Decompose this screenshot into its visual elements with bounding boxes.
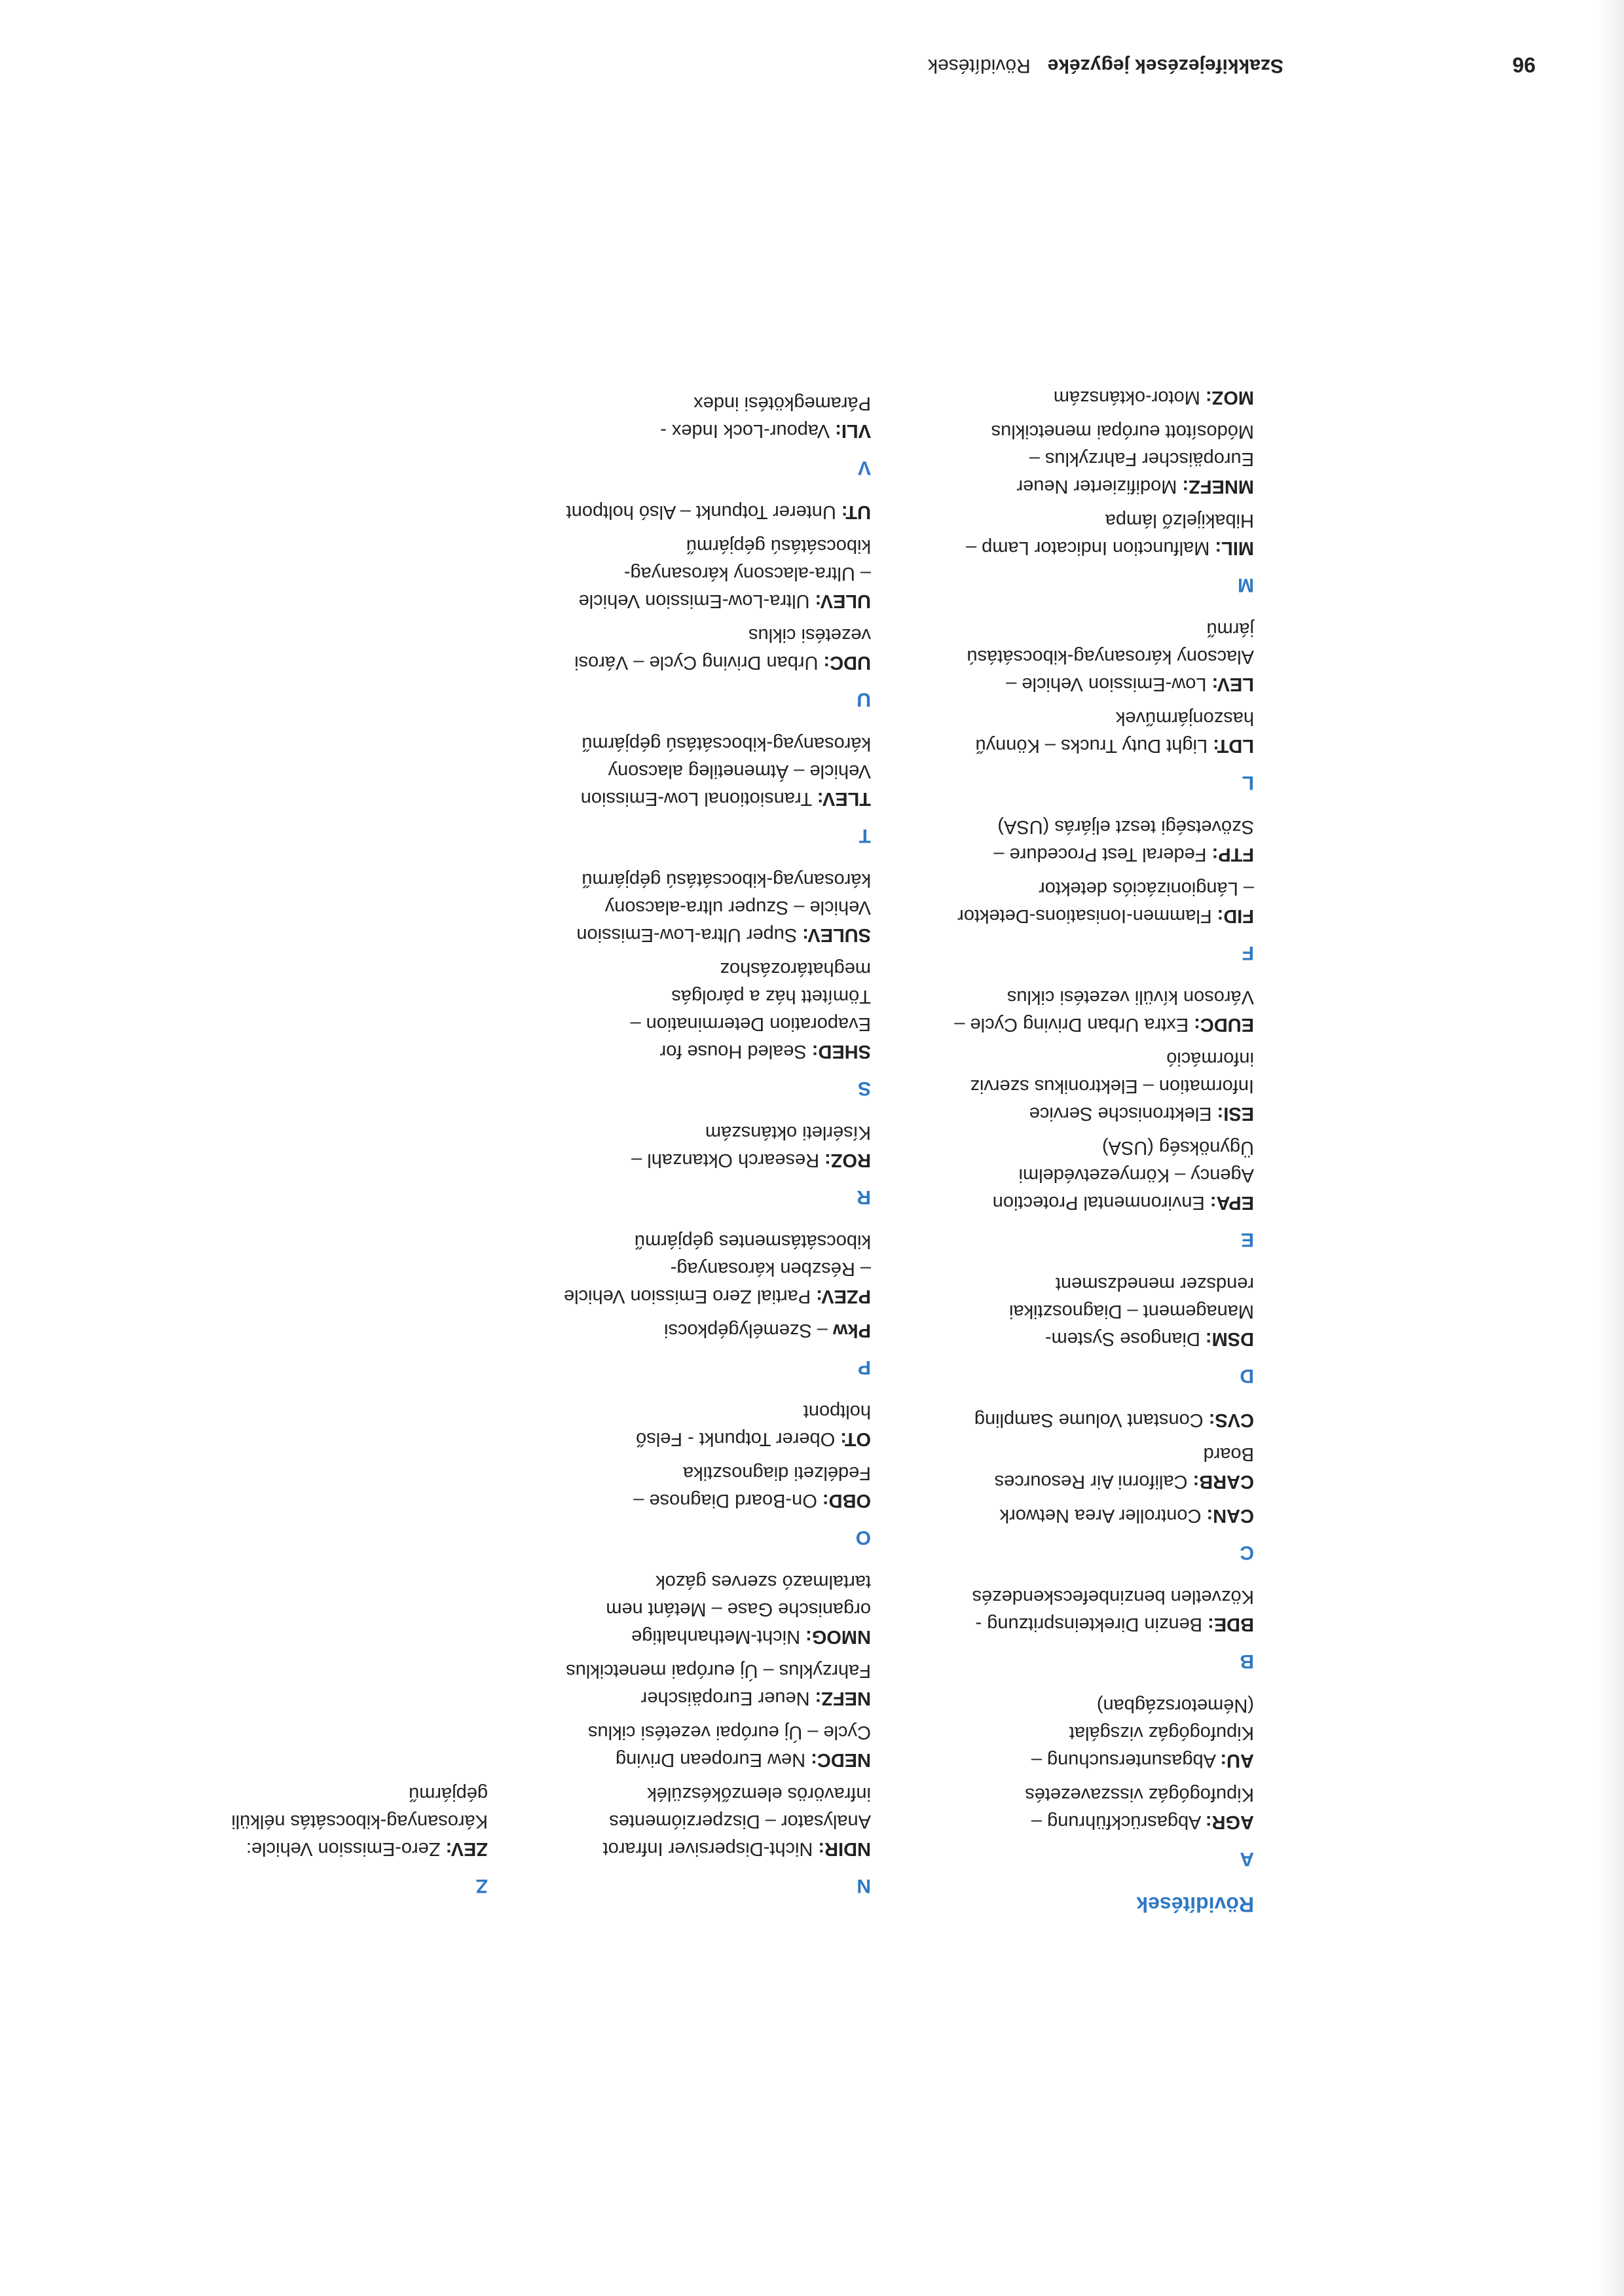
glossary-entry [946, 704, 1254, 759]
definition: Environmental Protection Agency – Környezetvédelmi Ügynökség (USA) [992, 1137, 1254, 1213]
abbreviation: FTP: [1211, 844, 1254, 865]
abbreviation: OBD: [822, 1490, 871, 1511]
letter-heading: S [857, 1078, 871, 1099]
definition: Vapour-Lock Index - Páramegkötési index [660, 393, 871, 441]
letter-heading: D [1240, 1365, 1254, 1387]
glossary-entry [946, 1134, 1254, 1216]
glossary-entry [946, 1781, 1254, 1836]
abbreviation: MNEFZ: [1182, 476, 1254, 497]
glossary-entry [563, 1119, 871, 1174]
glossary-entry [563, 866, 871, 949]
definition: Modifizierter Neuer Europäischer Fahrzyklus – Módosított európai menetciklus [991, 421, 1254, 497]
abbreviation: EPA: [1209, 1192, 1254, 1213]
glossary-entry [563, 1228, 871, 1310]
definition: Unterer Totpunkt – Alsó holtpont [566, 501, 841, 522]
definition: Motor-oktánszám [1053, 387, 1206, 408]
letter-heading: E [1240, 1229, 1254, 1250]
definition: Zero-Emission Vehicle: Károsanyag-kibocsátás nélküli gépjármű [231, 1783, 488, 1859]
page-number: 96 [1512, 53, 1536, 77]
letter-heading: F [1242, 942, 1254, 964]
abbreviation: NEFZ: [815, 1688, 871, 1709]
column-1 [946, 377, 1254, 1916]
abbreviation: ZEV: [445, 1838, 488, 1859]
glossary-entry [563, 1568, 871, 1650]
definition: Research Oktanzahl – Kísérleti oktánszám [631, 1122, 871, 1171]
running-header [928, 54, 1283, 77]
letter-heading: B [1240, 1650, 1254, 1672]
glossary-entry [946, 1583, 1254, 1638]
abbreviation: UT: [841, 501, 871, 522]
definition: Federal Test Procedure – Szövetségi teszt eljárás (USA) [993, 816, 1254, 865]
definition: Controller Area Network [999, 1505, 1207, 1526]
glossary-entry [946, 983, 1254, 1038]
definition: Sealed House for Evaporation Determination – Tömített ház a párolgás meghatározáshoz [630, 958, 871, 1062]
definition: Californi Air Resources Board [994, 1444, 1254, 1492]
letter-heading: N [857, 1875, 871, 1897]
abbreviation: MOZ: [1205, 387, 1254, 408]
header-subtitle: Rövidítések [928, 55, 1031, 77]
glossary-entry [563, 955, 871, 1065]
abbreviation: ULEV: [815, 591, 871, 611]
glossary-entry [946, 1406, 1254, 1434]
glossary-entry [946, 615, 1254, 698]
abbreviation: UDC: [823, 652, 871, 673]
glossary-entry [946, 813, 1254, 868]
abbreviation: OT: [840, 1429, 871, 1449]
glossary-entry [946, 418, 1254, 500]
abbreviation: CVS: [1208, 1410, 1254, 1430]
definition: Diangose System-Management – Diagnosztikai rendszer menedzsment [1009, 1273, 1254, 1349]
header-title: Szakkifejezések jegyzéke [1047, 55, 1283, 77]
abbreviation: LEV: [1211, 674, 1254, 695]
definition: Oberer Totpunkt - Felső holtpont [636, 1401, 871, 1449]
abbreviation: MIL: [1215, 538, 1254, 558]
definition: Nicht-Dispersiver Infrarot Analysator – Diszperziómentes infravörös elemzőkészülék [602, 1783, 871, 1859]
definition: Urban Driving Cycle – Városi vezetési ciklus [574, 625, 871, 673]
definition: Ultra-Low-Emission Vehicle – Ultra-alacsony károsanyag-kibocsátású gépjármű [578, 536, 871, 611]
glossary-entry [563, 1317, 871, 1344]
glossary-entry [180, 1780, 488, 1863]
definition: Elektronische Service Information – Elektronikus szerviz információ [970, 1048, 1254, 1124]
glossary-entry [563, 498, 871, 526]
glossary-entry [563, 1780, 871, 1863]
letter-heading: C [1240, 1542, 1254, 1563]
glossary-entry [563, 730, 871, 812]
definition: Nicht-Methanhaltige organische Gase – Metánt nem tartalmazó szerves gázok [606, 1571, 871, 1647]
definition: – Személygépkocsi [664, 1320, 833, 1341]
glossary-entry [946, 1270, 1254, 1353]
glossary-entry [946, 384, 1254, 411]
glossary-entry [563, 390, 871, 445]
abbreviation: FID: [1217, 905, 1254, 926]
definition: Neuer Europäischer Fahrzyklus – Új európai menetciklus [566, 1660, 871, 1709]
definition: Light Duty Trucks – Könnyű haszonjárművek [975, 708, 1254, 756]
glossary-entry [563, 1719, 871, 1774]
column-2 [563, 383, 871, 1916]
glossary-entry [563, 532, 871, 615]
page-fold-shadow [1598, 0, 1624, 2296]
definition: Transiotional Low-Emission Vehicle – Átmenetileg alacsony károsanyag-kibocsátású gépjármű [580, 733, 871, 809]
letter-heading: R [857, 1186, 871, 1208]
abbreviation: EUDC: [1194, 1014, 1254, 1035]
abbreviation: VLI: [835, 420, 871, 441]
glossary-entry [563, 1657, 871, 1712]
glossary-entry [946, 1440, 1254, 1495]
letter-heading: L [1242, 772, 1254, 793]
abbreviation: TLEV: [817, 788, 871, 809]
definition: Partial Zero Emission Vehicle – Részben károsanyag-kibocsátásmentes gépjármű [563, 1231, 871, 1307]
abbreviation: NMOG: [805, 1626, 871, 1647]
glossary-entry [946, 1502, 1254, 1529]
glossary-entry [946, 875, 1254, 930]
definition: Malfunction Indicator Lamp – Hibakijelző lámpa [965, 510, 1254, 558]
glossary-entry [563, 621, 871, 676]
column-3 [180, 1774, 488, 1916]
glossary-entry [946, 1692, 1254, 1774]
abbreviation: CAN: [1206, 1505, 1254, 1526]
abbreviation: PZEV: [816, 1286, 871, 1307]
definition: New European Driving Cycle – Új európai vezetési ciklus [588, 1722, 871, 1770]
definition: Extra Urban Driving Cycle – Városon kívüli vezetési ciklus [954, 987, 1254, 1035]
letter-heading: A [1240, 1848, 1254, 1870]
abbreviation: NEDC: [811, 1749, 871, 1770]
definition: On-Board Diagnose – Fedélzeti diagnosztika [633, 1463, 871, 1511]
abbreviation: Pkw [832, 1320, 871, 1341]
letter-heading: T [858, 825, 871, 847]
letter-heading: V [857, 457, 871, 479]
glossary-entry [563, 1398, 871, 1453]
letter-heading: O [855, 1527, 871, 1548]
definition: Abgasrückführung – Kipufogógáz visszavezetés [1025, 1784, 1254, 1832]
letter-heading: M [1238, 574, 1254, 596]
abbreviation: AGR: [1205, 1812, 1254, 1832]
abbreviation: LDT: [1213, 735, 1254, 756]
definition: Abgasuntersuchung – Kipufogógáz vizsgálat (Németországban) [1031, 1695, 1254, 1771]
abbreviation: DSM: [1205, 1328, 1254, 1349]
abbreviation: BDE: [1208, 1614, 1254, 1635]
abbreviation: CARB: [1192, 1471, 1254, 1492]
abbreviation: ESI: [1217, 1103, 1254, 1124]
definition: Benzin Direkteinspritzung - Közvetlen benzinbefecskendezés [972, 1586, 1254, 1635]
glossary-entry [563, 1459, 871, 1514]
abbreviation: NDIR: [818, 1838, 871, 1859]
letter-heading: U [857, 689, 871, 710]
abbreviation: SULEV: [802, 924, 871, 945]
definition: Flammen-Ionisations-Detektor – Lángionizációs detektor [957, 878, 1254, 926]
section-title: Rövidítések [1136, 1893, 1254, 1916]
letter-heading: P [857, 1357, 871, 1378]
abbreviation: SHED: [811, 1041, 871, 1062]
glossary-entry [946, 507, 1254, 562]
definition: Super Ultra-Low-Emission Vehicle – Szuper ultra-alacsony károsanyag-kibocsátású gépjármű [576, 869, 871, 945]
letter-heading: Z [475, 1875, 488, 1897]
glossary-entry [946, 1045, 1254, 1127]
abbreviation: ROZ: [824, 1150, 871, 1171]
definition: Low-Emission Vehicle – Alacsony károsanyag-kibocsátású jármű [967, 619, 1254, 695]
definition: Constant Volume Sampling [974, 1410, 1209, 1430]
abbreviation: AU: [1220, 1750, 1254, 1771]
